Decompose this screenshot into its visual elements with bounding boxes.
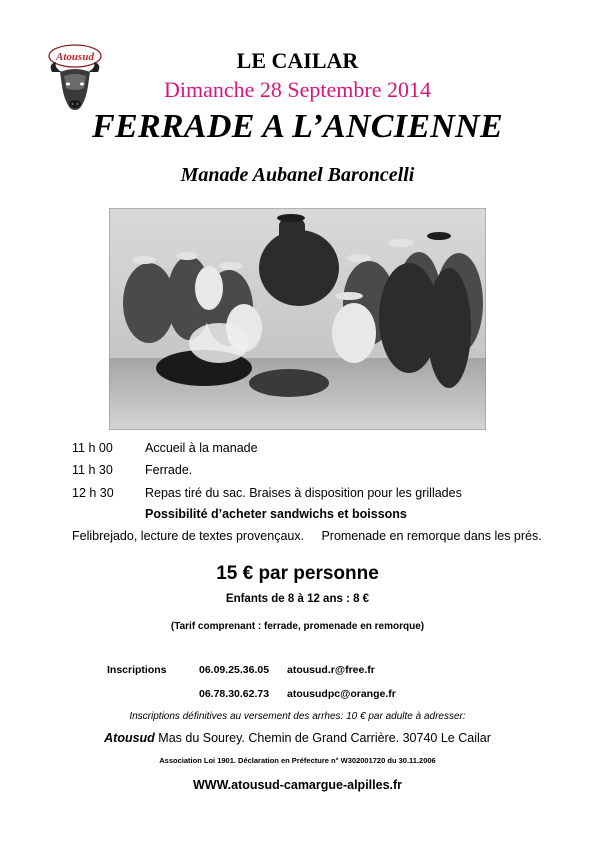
event-title: FERRADE A L’ANCIENNE xyxy=(92,108,503,145)
program-activity-1: Accueil à la manade xyxy=(145,441,258,455)
phone-2: 06.78.30.62.73 xyxy=(199,688,270,700)
program-activity-2: Ferrade. xyxy=(145,463,193,477)
ferrade-photo xyxy=(109,208,486,430)
price-note: (Tarif comprenant : ferrade, promenade en remorque) xyxy=(170,621,425,632)
town-title: LE CAILAR xyxy=(236,48,359,73)
inscriptions-label: Inscriptions xyxy=(107,664,167,676)
program-time-3: 12 h 30 xyxy=(72,486,114,500)
email-1[interactable]: atousud.r@free.fr xyxy=(287,664,375,676)
program-time-1: 11 h 00 xyxy=(72,441,113,455)
price-main: 15 € par personne xyxy=(216,563,379,584)
extra-activities: Felibrejado, lecture de textes provençaux. Promenade en remorque dans les prés. xyxy=(72,529,542,543)
program-activity-3: Repas tiré du sac. Braises à disposition pour les grillades xyxy=(145,486,462,500)
deposit-note: Inscriptions définitives au versement des arrhes: 10 € par adulte à adresser: xyxy=(129,711,466,722)
manade-name: Manade Aubanel Baroncelli xyxy=(180,164,415,186)
price-kids: Enfants de 8 à 12 ans : 8 € xyxy=(225,593,370,605)
address-text: Mas du Sourey. Chemin de Grand Carrière. 30740 Le Cailar xyxy=(154,731,491,745)
association-note: Association Loi 1901. Déclaration en Préfecture n° W302001720 du 30.11.2006 xyxy=(159,756,436,765)
logo-text: Atousud xyxy=(56,51,94,63)
program-time-2: 11 h 30 xyxy=(72,463,113,477)
address-name: Atousud xyxy=(104,731,155,745)
postal-address xyxy=(0,731,595,745)
phone-1: 06.09.25.36.05 xyxy=(199,664,270,676)
food-note: Possibilité d’acheter sandwichs et boissons xyxy=(145,507,407,521)
event-date: Dimanche 28 Septembre 2014 xyxy=(164,77,431,102)
email-2[interactable]: atousudpc@orange.fr xyxy=(287,688,396,700)
website-link[interactable]: WWW.atousud-camargue-alpilles.fr xyxy=(192,778,403,792)
vintage-ferrade-photo xyxy=(109,208,486,430)
